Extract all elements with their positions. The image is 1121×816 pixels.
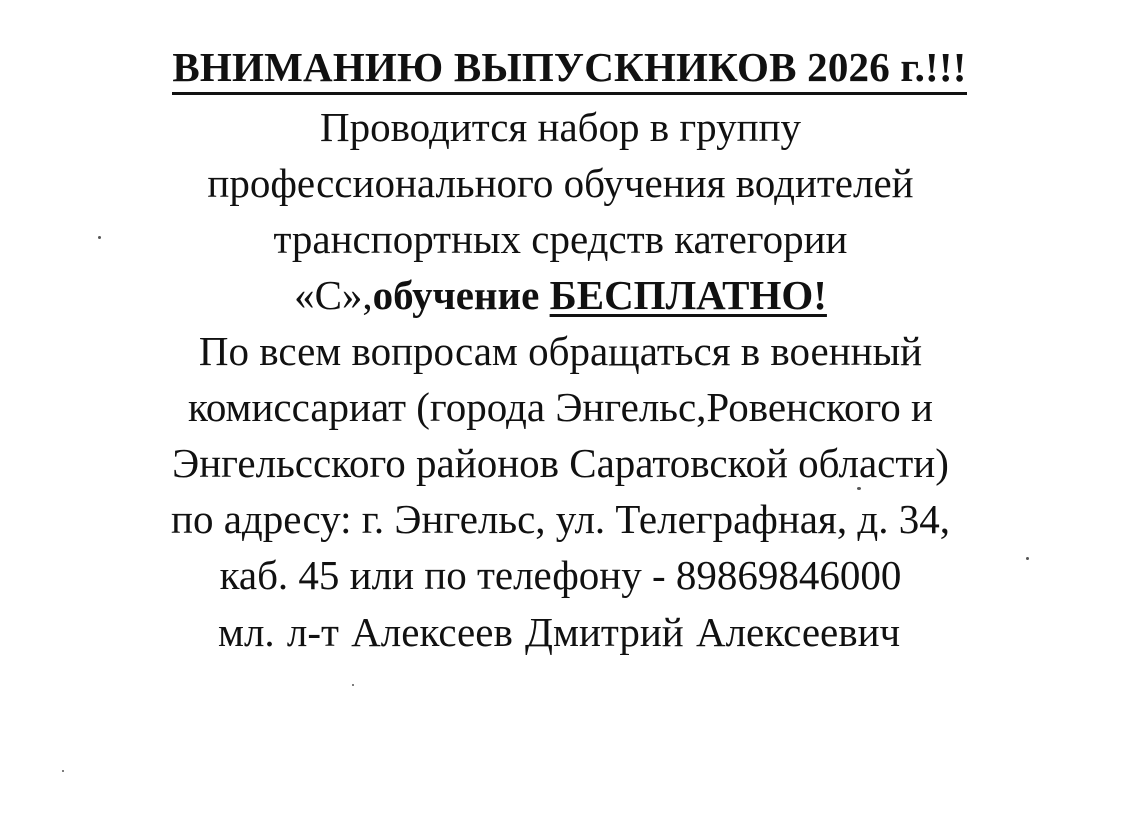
free-of-charge-label: БЕСПЛАТНО! [549, 272, 827, 318]
notice-line-districts: Энгельсского районов Саратовской области) [172, 440, 949, 486]
contact-person: мл. л-т Алексеев Дмитрий Алексеевич [218, 609, 901, 655]
notice-line-commissariat: комиссариат (города Энгельс,Ровенского и [187, 384, 933, 430]
scan-speck [857, 487, 861, 490]
scan-speck [352, 684, 354, 686]
notice-line-vehicles: транспортных средств категории [273, 216, 848, 262]
notice-line-phone: каб. 45 или по телефону - 89869846000 [219, 552, 902, 598]
scan-speck [62, 770, 64, 772]
notice-line-training-type: профессионального обучения водителей [207, 160, 914, 206]
scan-speck [1026, 557, 1029, 560]
notice-line-category [0, 267, 1121, 323]
notice-line-questions: По всем вопросам обращаться в военный [198, 328, 923, 374]
training-label: обучение [372, 272, 550, 318]
notice-body [0, 42, 1121, 603]
notice-heading: ВНИМАНИЮ ВЫПУСКНИКОВ 2026 г.!!! [172, 42, 966, 95]
notice-line-address: по адресу: г. Энгельс, ул. Телеграфная, д. 34, [171, 496, 950, 542]
notice-line-recruitment: Проводится набор в группу [319, 104, 802, 150]
scan-speck [98, 236, 101, 239]
category-label: «С», [294, 272, 373, 318]
